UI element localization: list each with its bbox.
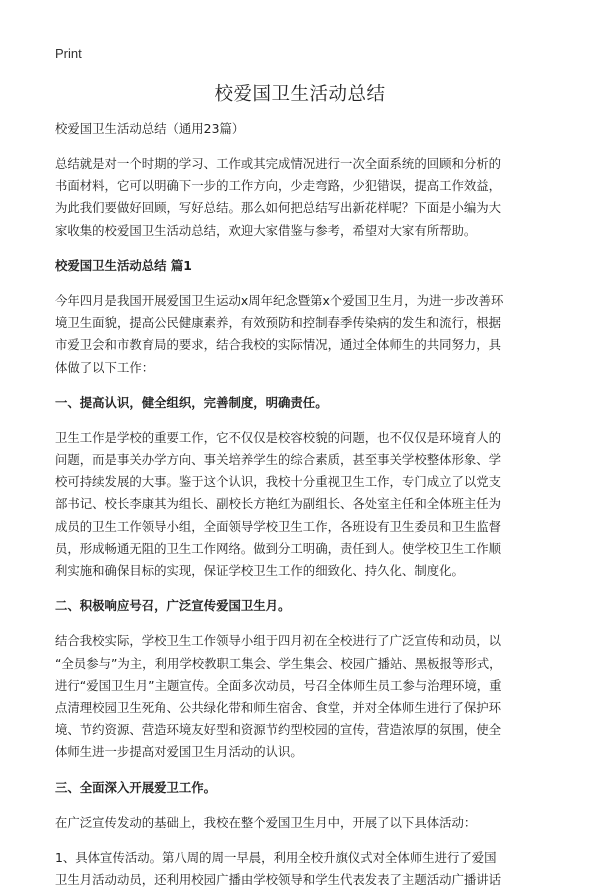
text-line: 部书记、校长李康其为组长、副校长方艳红为副组长、各处室主任和全体班主任为 (55, 496, 502, 512)
text-line: 体师生进一步提高对爱国卫生月活动的认识。 (55, 744, 303, 760)
text-line: 进行“爱国卫生月”主题宣传。全面多次动员，号召全体师生员工参与治理环境，重 (55, 677, 502, 693)
text-line: 在广泛宣传发动的基础上，我校在整个爱国卫生月中，开展了以下具体活动： (55, 814, 477, 830)
paragraph-1 (55, 290, 549, 379)
text-line: 点清理校园卫生死角、公共绿化带和师生宿舍、食堂，并对全体师生进行了保护环 (55, 699, 502, 715)
text-line: 境卫生面貌，提高公民健康素养，有效预防和控制春季传染病的发生和流行，根据 (55, 315, 502, 331)
spacer (55, 277, 549, 290)
page-title: 校爱国卫生活动总结 (214, 84, 386, 105)
spacer (55, 242, 549, 255)
spacer (55, 414, 549, 427)
section-1-paragraph (55, 427, 549, 582)
text-line: 1、具体宣传活动。第八周的周一早晨，利用全校升旗仪式对全体师生进行了爱国 (55, 849, 497, 865)
text-line: 卫生月活动动员，还利用校园广播由学校领导和学生代表发表了主题活动广播讲话 (55, 872, 502, 888)
spacer (55, 379, 549, 392)
article-heading: 校爱国卫生活动总结 篇1 (55, 257, 192, 273)
text-line: 为此我们要做好回顾，写好总结。那么如何把总结写出新花样呢？下面是小编为大 (55, 200, 502, 216)
text-line: “全员参与”为主，利用学校教职工集会、学生集会、校园广播站、黑板报等形式， (55, 655, 502, 671)
document-body (55, 118, 549, 891)
spacer (55, 799, 549, 812)
text-line: 成员的卫生工作领导小组，全面领导学校卫生工作，各班设有卫生委员和卫生监督 (55, 518, 502, 534)
text-line: 境、节约资源、营造环境友好型和资源节约型校园的宣传，营造浓厚的氛围，使全 (55, 722, 502, 738)
text-line: 卫生工作是学校的重要工作，它不仅仅是校容校貌的问题，也不仅仅是环境育人的 (55, 429, 502, 445)
text-line: 体做了以下工作： (55, 359, 155, 375)
text-line: 家收集的校爱国卫生活动总结，欢迎大家借鉴与参考，希望对大家有所帮助。 (55, 222, 477, 238)
spacer (55, 834, 549, 847)
document-subtitle: 校爱国卫生活动总结（通用23篇） (55, 121, 245, 136)
section-2-paragraph (55, 630, 549, 763)
item-1-paragraph (55, 847, 549, 891)
spacer (55, 140, 549, 153)
intro-paragraph (55, 153, 549, 242)
spacer (55, 582, 549, 595)
section-heading-2: 二、积极响应号召，广泛宣传爱国卫生月。 (55, 598, 291, 614)
text-line: 结合我校实际，学校卫生工作领导小组于四月初在全校进行了广泛宣传和动员，以 (55, 633, 502, 649)
print-link[interactable]: Print (55, 46, 82, 61)
text-line: 问题，而是事关办学方向、事关培养学生的综合素质，甚至事关学校整体形象、学 (55, 452, 502, 468)
text-line: 员，形成畅通无阻的卫生工作网络。做到分工明确，责任到人。使学校卫生工作顺 (55, 540, 502, 556)
text-line: 利实施和确保目标的实现，保证学校卫生工作的细致化、持久化、制度化。 (55, 563, 464, 578)
text-line: 校可持续发展的大事。鉴于这个认识，我校十分重视卫生工作，专门成立了以党支 (55, 474, 502, 490)
section-heading-1: 一、提高认识，健全组织，完善制度，明确责任。 (55, 394, 328, 410)
text-line: 市爱卫会和市教育局的要求，结合我校的实际情况，通过全体师生的共同努力，具 (55, 337, 502, 353)
spacer (55, 764, 549, 777)
text-line: 书面材料，它可以明确下一步的工作方向，少走弯路，少犯错误，提高工作效益， (55, 178, 502, 194)
text-line: 总结就是对一个时期的学习、工作或其完成情况进行一次全面系统的回顾和分析的 (55, 156, 502, 171)
spacer (55, 617, 549, 630)
section-3-paragraph (55, 812, 549, 834)
text-line: 今年四月是我国开展爱国卫生运动x周年纪念暨第x个爱国卫生月，为进一步改善环 (55, 292, 504, 308)
section-heading-3: 三、全面深入开展爱卫工作。 (55, 779, 217, 795)
